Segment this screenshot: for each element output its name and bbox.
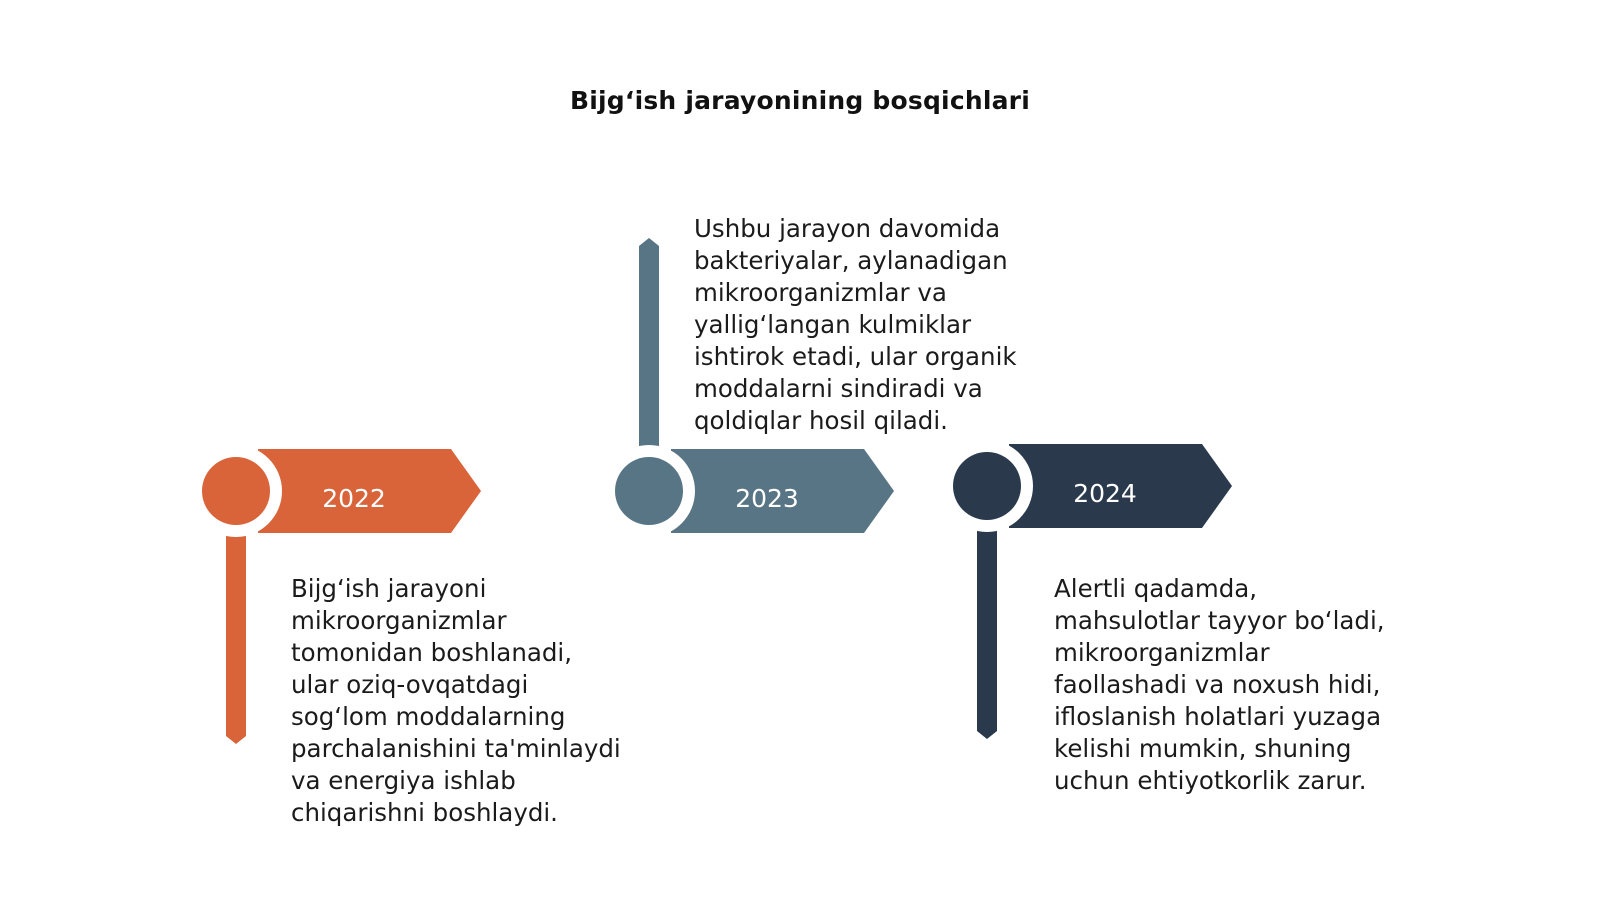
stage-2023-dot (615, 457, 683, 525)
stage-2023-description: Ushbu jarayon davomida bakteriyalar, aylanadigan mikroorganizmlar va yallig‘langan kulmiklar ishtirok etadi, ular organik moddalarni sindiradi va qoldiqlar hosil qiladi. (694, 214, 1017, 435)
stage-2024-description: Alertli qadamda, mahsulotlar tayyor bo‘ladi, mikroorganizmlar faollashadi va noxush hidi, ifloslanish holatlari yuzaga kelishi mumkin, shuning uchun ehtiyotkorlik zarur. (1054, 574, 1385, 795)
stage-2023-year: 2023 (735, 484, 799, 513)
stage-2022-dot (202, 457, 270, 525)
stage-2024-year: 2024 (1073, 479, 1137, 508)
diagram-title: Bijg‘ish jarayonining bosqichlari (570, 86, 1030, 115)
stage-2022-connector (226, 530, 246, 744)
stage-2024-dot (953, 452, 1021, 520)
stage-2023-connector (639, 238, 659, 450)
stage-2022-year: 2022 (322, 484, 386, 513)
stage-2022-description: Bijg‘ish jarayoni mikroorganizmlar tomonidan boshlanadi, ular oziq-ovqatdagi sog‘lom moddalarning parchalanishini ta'minlaydi va energiya ishlab chiqarishni boshlaydi. (291, 574, 621, 827)
stage-2024-connector (977, 525, 997, 739)
